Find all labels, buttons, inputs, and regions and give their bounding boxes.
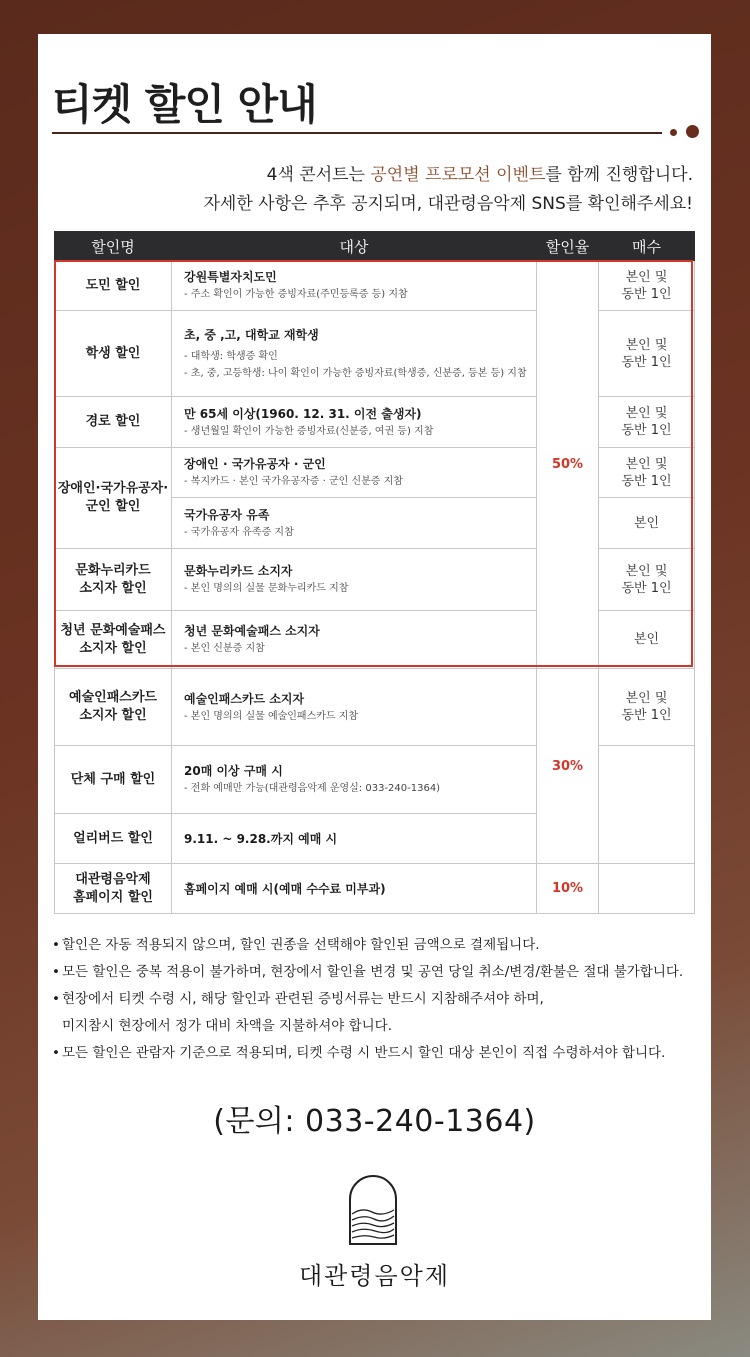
- target-sub: - 주소 확인이 가능한 증빙자료(주민등록증 등) 지참: [184, 286, 536, 303]
- target-main: 20매 이상 구매 시: [184, 764, 283, 778]
- note-text: 할인은 자동 적용되지 않으며, 할인 권종을 선택해야 할인된 금액으로 결제됩니다.: [62, 937, 540, 953]
- target-main: 9.11. ~ 9.28.까지 예매 시: [184, 831, 338, 846]
- count-empty: [599, 864, 695, 914]
- note-item: [52, 986, 702, 1040]
- discount-name: [55, 448, 172, 549]
- discount-name-text: 문화누리카드 소지자 할인: [75, 562, 151, 596]
- discount-target: [172, 746, 537, 814]
- note-item: [52, 959, 702, 986]
- target-sub: - 대학생: 학생증 확인: [184, 348, 536, 365]
- target-main: 만 65세 이상(1960. 12. 31. 이전 출생자): [184, 406, 422, 421]
- count: [599, 261, 695, 311]
- discount-name-text: 장애인·국가유공자· 군인 할인: [57, 481, 169, 514]
- count: [599, 611, 695, 669]
- discount-target: [172, 669, 537, 746]
- table-row: [55, 746, 695, 814]
- page-title: 티켓 할인 안내: [52, 80, 317, 129]
- count: [599, 448, 695, 498]
- note-item: [52, 932, 702, 959]
- discount-name-text: 대관령음악제 홈페이지 할인: [73, 871, 153, 905]
- target-sub: - 본인 명의의 실물 예술인패스카드 지참: [184, 708, 536, 725]
- count: [599, 311, 695, 397]
- discount-target: [172, 448, 537, 498]
- intro-prefix: 4색 콘서트는: [266, 165, 371, 185]
- target-subs: [184, 423, 536, 440]
- discount-target: [172, 814, 537, 864]
- discount-target: [172, 549, 537, 611]
- target-sub: - 본인 신분증 지참: [184, 640, 536, 657]
- discount-name-text: 청년 문화예술패스 소지자 할인: [60, 622, 166, 656]
- target-main: 장애인 · 국가유공자 · 군인: [184, 457, 326, 471]
- discount-target: [172, 498, 537, 549]
- count-text: 본인 및 동반 1인: [621, 691, 672, 723]
- target-main: 청년 문화예술패스 소지자: [184, 624, 320, 638]
- target-main: 홈페이지 예매 시(예매 수수료 미부과): [184, 881, 386, 896]
- discount-name: [55, 669, 172, 746]
- note-text: 모든 할인은 관람자 기준으로 적용되며, 티켓 수령 시 반드시 할인 대상 본인이 직접 수령하셔야 합니다.: [62, 1045, 666, 1061]
- count: [599, 397, 695, 448]
- count: [599, 669, 695, 746]
- target-main: 예술인패스카드 소지자: [184, 691, 305, 706]
- title-divider: [52, 132, 662, 134]
- target-main: 문화누리카드 소지자: [184, 564, 293, 578]
- discount-name: 얼리버드 할인: [55, 814, 172, 864]
- discount-table: [54, 231, 695, 914]
- intro-line-1: [204, 161, 694, 190]
- table-row: [55, 397, 695, 448]
- contact-info: (문의: 033-240-1364): [213, 1104, 536, 1139]
- count: [599, 498, 695, 549]
- note-text: 현장에서 티켓 수령 시, 해당 할인과 관련된 증빙서류는 반드시 지참해주셔야 하며, 미지참시 현장에서 정가 대비 차액을 지불하셔야 합니다.: [62, 991, 544, 1034]
- table-row: [55, 261, 695, 311]
- target-subs: [184, 286, 536, 303]
- target-sub: - 생년월일 확인이 가능한 증빙자료(신분증, 여권 등) 지참: [184, 423, 536, 440]
- decor-dot-small: [670, 129, 677, 136]
- bullet: •: [52, 991, 60, 1007]
- bullet: •: [52, 937, 60, 953]
- discount-name: 단체 구매 할인: [55, 746, 172, 814]
- count-text: 본인 및 동반 1인: [621, 269, 672, 302]
- count-empty: [599, 746, 695, 864]
- target-subs: [184, 708, 536, 725]
- table-row: [55, 611, 695, 669]
- header-target: 대상: [172, 232, 537, 261]
- discount-target: [172, 311, 537, 397]
- intro-highlight: 공연별 프로모션 이벤트: [370, 165, 546, 185]
- discount-name: [55, 611, 172, 669]
- intro-line-2: 자세한 사항은 추후 공지되며, 대관령음악제 SNS를 확인해주세요!: [203, 194, 693, 214]
- table-row: [55, 448, 695, 498]
- discount-name: 도민 할인: [55, 261, 172, 311]
- rate-10: 10%: [537, 864, 599, 914]
- count-text: 본인 및 동반 1인: [621, 563, 672, 596]
- note-item: [52, 1040, 702, 1067]
- bullet: •: [52, 964, 60, 980]
- discount-name-text: 예술인패스카드 소지자 할인: [69, 690, 157, 723]
- discount-target: [172, 611, 537, 669]
- table-row: [55, 864, 695, 914]
- count-text: 본인 및 동반 1인: [621, 406, 672, 438]
- target-main: 국가유공자 유족: [184, 507, 270, 522]
- target-subs: [184, 780, 536, 797]
- count-text: 본인 및 동반 1인: [621, 456, 672, 489]
- target-sub: - 복지카드 · 본인 국가유공자증 · 군인 신분증 지참: [184, 473, 536, 490]
- target-main: 초, 중 ,고, 대학교 재학생: [184, 327, 319, 342]
- target-subs: [184, 473, 536, 490]
- festival-logo-icon: [348, 1174, 398, 1246]
- target-subs: [184, 348, 536, 382]
- table-row: [55, 669, 695, 746]
- header-count: 매수: [599, 232, 695, 261]
- discount-name: 경로 할인: [55, 397, 172, 448]
- brand-name: 대관령음악제: [298, 1262, 451, 1290]
- discount-name: [55, 864, 172, 914]
- target-main: 강원특별자치도민: [184, 270, 277, 284]
- count: [599, 549, 695, 611]
- table-row: [55, 311, 695, 397]
- notes-list: [52, 932, 702, 1067]
- target-sub: - 전화 예매만 가능(대관령음악제 운영실: 033-240-1364): [184, 780, 536, 797]
- count-text: 본인: [633, 515, 660, 531]
- header-rate: 할인율: [537, 232, 599, 261]
- bullet: •: [52, 1045, 60, 1061]
- discount-target: [172, 397, 537, 448]
- target-subs: [184, 580, 536, 597]
- intro-text: [204, 161, 694, 219]
- rate-30: 30%: [537, 669, 599, 864]
- table-row: [55, 549, 695, 611]
- discount-name: [55, 549, 172, 611]
- discount-target: [172, 261, 537, 311]
- intro-suffix: 를 함께 진행합니다.: [545, 165, 693, 185]
- discount-target: [172, 864, 537, 914]
- count-text: 본인 및 동반 1인: [621, 337, 672, 370]
- note-text: 모든 할인은 중복 적용이 불가하며, 현장에서 할인율 변경 및 공연 당일 취소/변경/환불은 절대 불가합니다.: [62, 964, 684, 980]
- discount-notice-card: [38, 34, 711, 1320]
- target-sub: - 국가유공자 유족증 지참: [184, 524, 536, 541]
- header-name: 할인명: [55, 232, 172, 261]
- target-subs: [184, 524, 536, 541]
- decor-dot-large: [686, 125, 699, 138]
- target-subs: [184, 640, 536, 657]
- count-text: 본인: [633, 632, 660, 647]
- target-sub: - 본인 명의의 실물 문화누리카드 지참: [184, 580, 536, 597]
- table-header-row: [55, 232, 695, 261]
- discount-name: 학생 할인: [55, 311, 172, 397]
- rate-50: 50%: [537, 261, 599, 669]
- target-sub: - 초, 중, 고등학생: 나이 확인이 가능한 증빙자료(학생증, 신분증, 등본 등) 지참: [184, 365, 536, 382]
